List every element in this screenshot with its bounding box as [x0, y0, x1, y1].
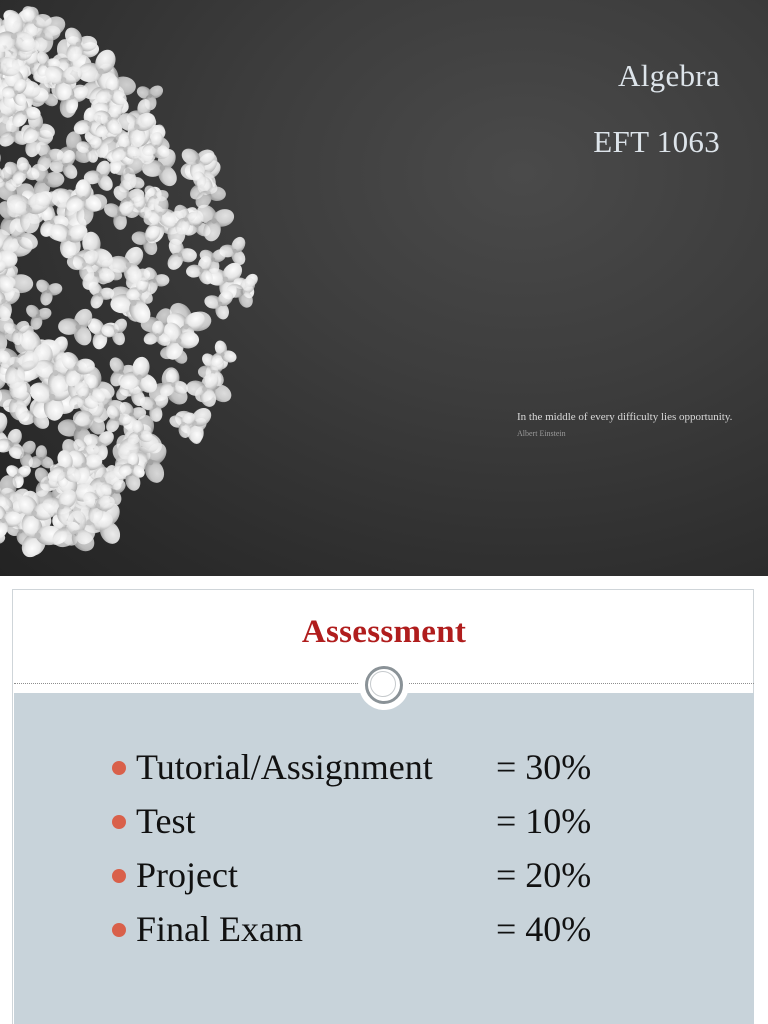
assessment-content-panel — [14, 693, 754, 1024]
bullet-icon — [112, 761, 126, 775]
quote-author: Albert Einstein — [517, 429, 566, 438]
bullet-icon — [112, 869, 126, 883]
slide-course-code: EFT 1063 — [593, 124, 720, 159]
assessment-title: Assessment — [301, 614, 467, 650]
item-label: Tutorial/Assignment — [136, 747, 433, 787]
bullet-icon — [112, 815, 126, 829]
item-value: = 20% — [496, 855, 592, 895]
item-label: Final Exam — [136, 909, 303, 949]
item-label: Project — [136, 855, 238, 895]
item-value: = 40% — [496, 909, 592, 949]
item-value: = 10% — [496, 801, 592, 841]
item-value: = 30% — [496, 747, 592, 787]
bullet-icon — [112, 923, 126, 937]
ring-icon — [365, 666, 403, 704]
item-label: Test — [136, 801, 196, 841]
slide-title-algebra: Algebra — [618, 58, 720, 93]
quote-text: In the middle of every difficulty lies opportunity. — [517, 411, 733, 423]
